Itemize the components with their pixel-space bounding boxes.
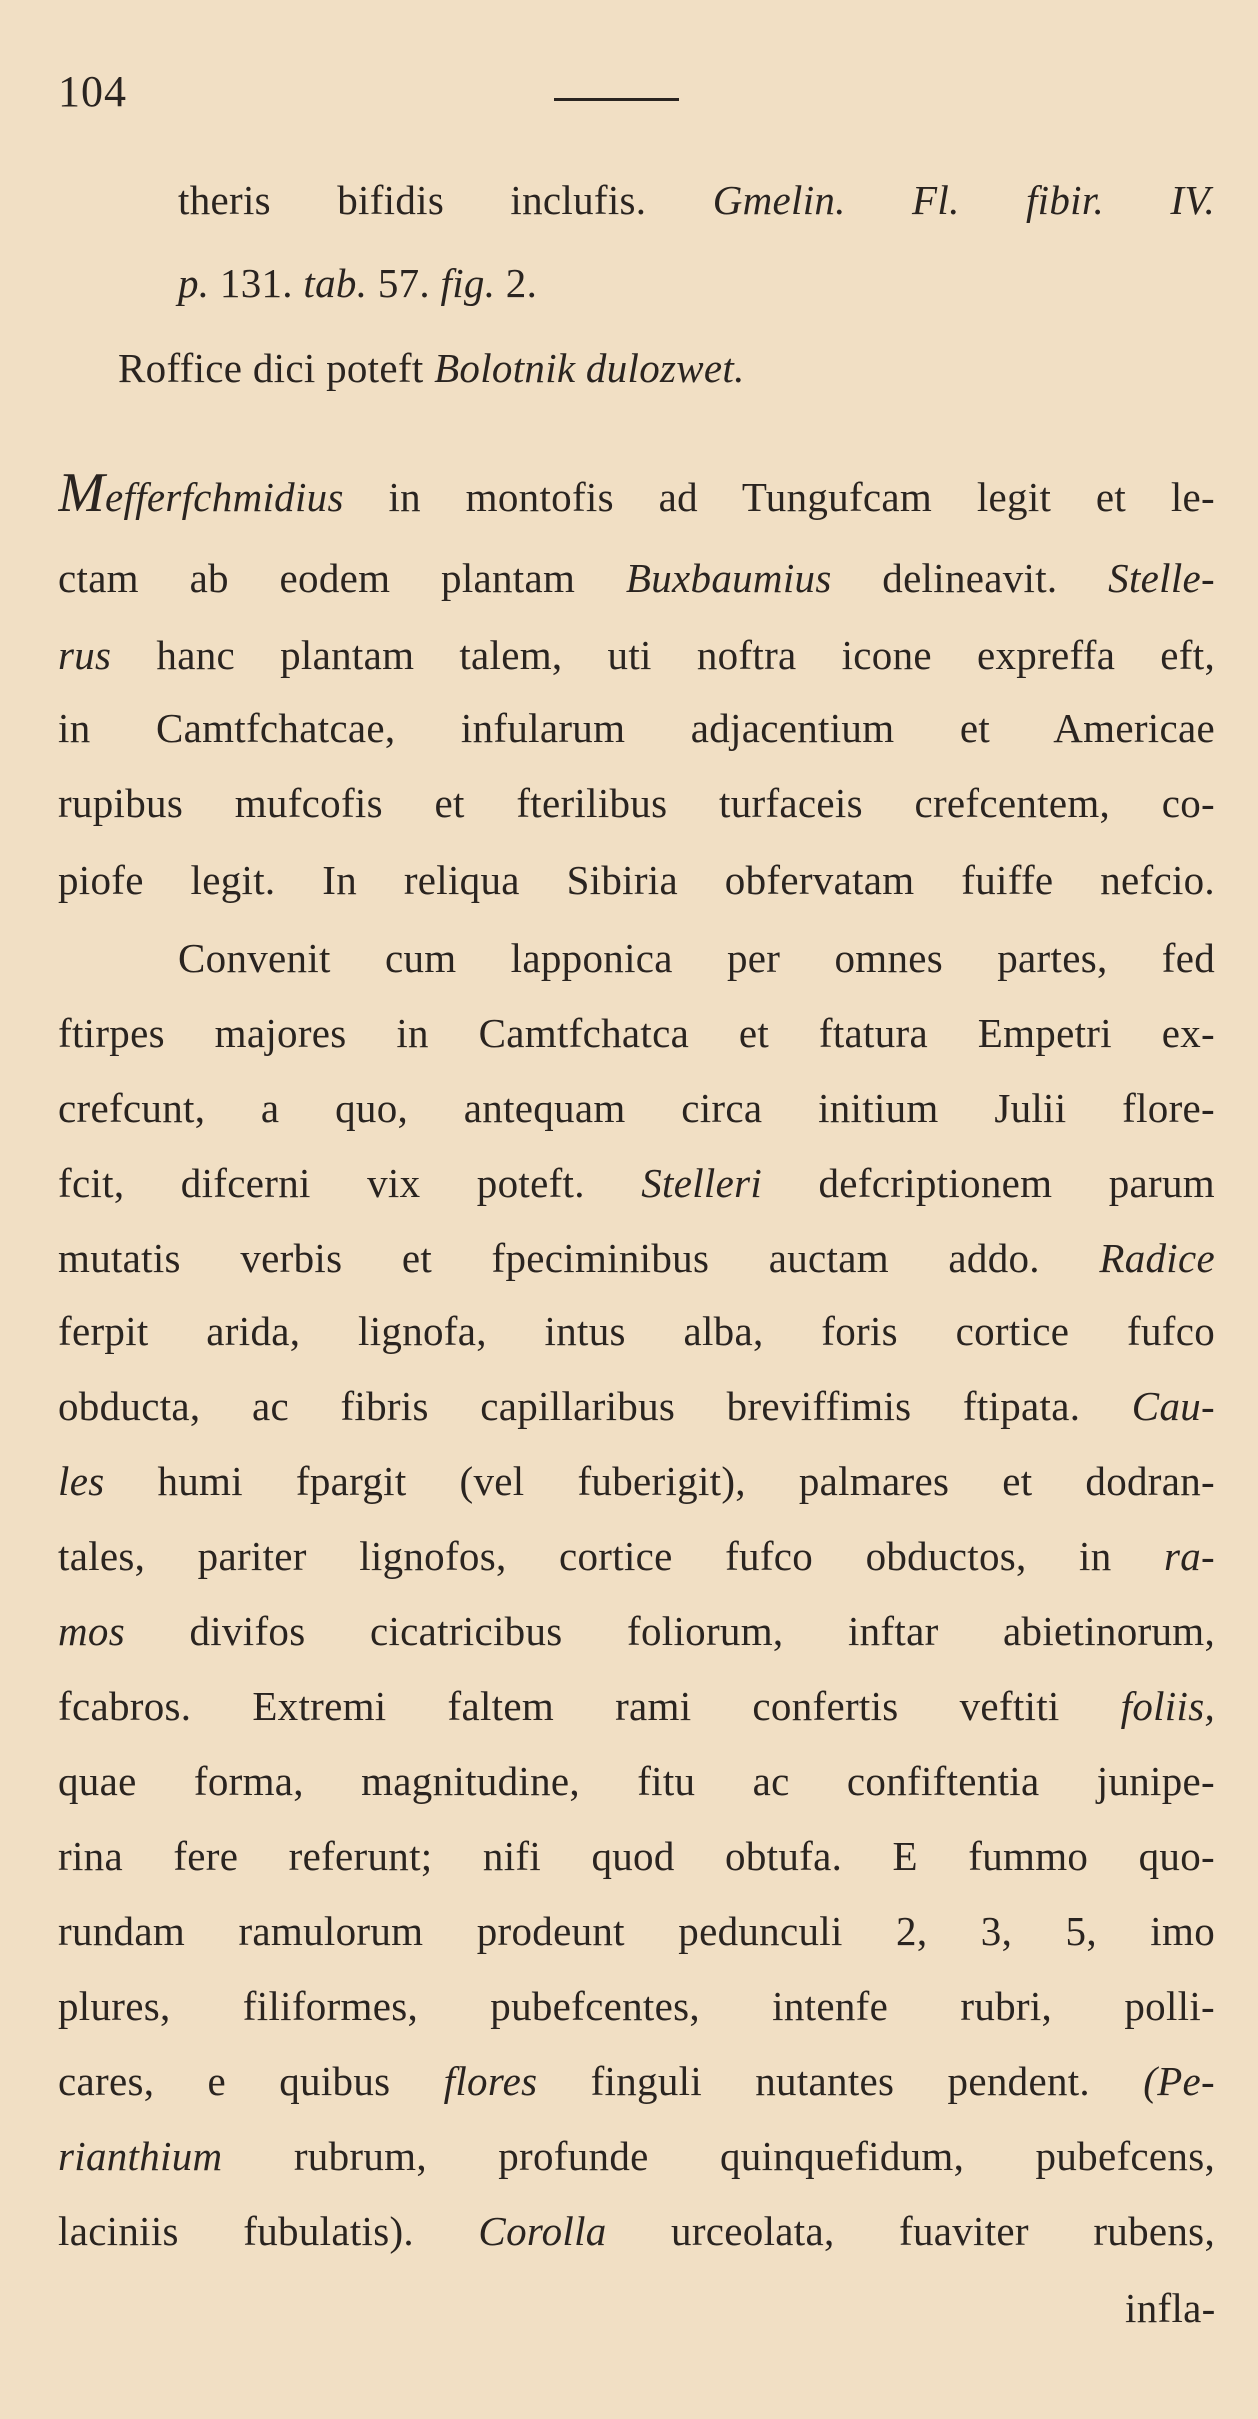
- italic-term: rianthium: [58, 2133, 223, 2179]
- text-segment: hanc plantam talem, uti noftra icone expreffa eft,: [111, 632, 1215, 678]
- text-line: [58, 775, 1215, 831]
- text-line: [58, 1155, 1215, 1211]
- text-segment: piofe legit. In reliqua Sibiria obfervatam fuiffe nefcio.: [58, 857, 1215, 903]
- text-line: [58, 2128, 1215, 2184]
- text-line: [58, 1453, 1215, 1509]
- text-line: [118, 340, 1000, 396]
- text-segment: mutatis verbis et fpeciminibus auctam addo.: [58, 1235, 1100, 1281]
- text-segment: delineavit.: [831, 555, 1109, 601]
- header-rule: [554, 98, 679, 101]
- text-line: [58, 1303, 1215, 1359]
- italic-term: Bolotnik dulozwet.: [434, 345, 745, 391]
- text-segment: in montofis ad Tungufcam legit et le-: [343, 474, 1215, 520]
- italic-term: fig.: [440, 260, 496, 306]
- page-number: 104: [58, 67, 127, 116]
- text-line: [58, 1978, 1215, 2034]
- text-line: [1125, 2280, 1215, 2336]
- text-line: [58, 852, 1215, 908]
- italic-term: Stelle-: [1108, 555, 1215, 601]
- text-line: [58, 1378, 1215, 1434]
- text-segment: plures, filiformes, pubefcentes, intenfe rubri, polli-: [58, 1983, 1215, 2029]
- text-segment: divifos cicatricibus foliorum, inftar abietinorum,: [124, 1608, 1215, 1654]
- italic-term: Buxbaumius: [625, 555, 832, 601]
- italic-term: Radice: [1099, 1235, 1215, 1281]
- text-line: [58, 700, 1215, 756]
- text-segment: rina fere referunt; nifi quod obtufa. E fummo quo-: [58, 1833, 1215, 1879]
- italic-term: foliis,: [1120, 1683, 1215, 1729]
- text-segment: infla-: [1125, 2285, 1216, 2331]
- text-segment: fcit, difcerni vix poteft.: [58, 1160, 642, 1206]
- text-line: [58, 550, 1215, 606]
- text-line: [58, 1753, 1215, 1809]
- text-segment: quae forma, magnitudine, fitu ac confiftentia junipe-: [58, 1758, 1215, 1804]
- text-line: [58, 2203, 1215, 2259]
- text-segment: ftirpes majores in Camtfchatca et ftatura Empetri ex-: [58, 1010, 1215, 1056]
- text-segment: 57.: [367, 260, 441, 306]
- text-segment: finguli nutantes pendent.: [537, 2058, 1144, 2104]
- italic-term: tab.: [303, 260, 368, 306]
- italic-term: les: [58, 1458, 105, 1504]
- text-segment: fcabros. Extremi faltem rami confertis veftiti: [58, 1683, 1121, 1729]
- text-segment: 2.: [495, 260, 538, 306]
- text-line: [58, 465, 1215, 521]
- text-segment: laciniis fubulatis).: [58, 2208, 479, 2254]
- italic-term: ra-: [1163, 1533, 1215, 1579]
- text-line: [58, 1678, 1215, 1734]
- italic-term: flores: [443, 2058, 538, 2104]
- text-segment: theris bifidis inclufis.: [178, 177, 713, 223]
- text-line: [58, 1603, 1215, 1659]
- text-segment: rubrum, profunde quinquefidum, pubefcens,: [222, 2133, 1215, 2179]
- italic-term: Corolla: [478, 2208, 607, 2254]
- text-segment: obducta, ac fibris capillaribus breviffimis ftipata.: [58, 1383, 1132, 1429]
- text-segment: rupibus mufcofis et fterilibus turfaceis crefcentem, co-: [58, 780, 1215, 826]
- text-segment: rundam ramulorum prodeunt pedunculi 2, 3, 5, imo: [58, 1908, 1215, 1954]
- text-line: [178, 255, 700, 311]
- text-segment: 131.: [209, 260, 304, 306]
- text-segment: ctam ab eodem plantam: [58, 555, 626, 601]
- text-segment: humi fpargit (vel fuberigit), palmares et dodran-: [104, 1458, 1215, 1504]
- text-line: [58, 1230, 1215, 1286]
- italic-term: rus: [58, 632, 112, 678]
- italic-term: Gmelin. Fl. fibir. IV.: [712, 177, 1215, 223]
- text-line: [58, 627, 1215, 683]
- text-line: [58, 1005, 1215, 1061]
- text-segment: ferpit arida, lignofa, intus alba, foris cortice fufco: [58, 1308, 1215, 1354]
- text-segment: tales, pariter lignofos, cortice fufco obductos, in: [58, 1533, 1164, 1579]
- italic-term: p.: [178, 260, 210, 306]
- text-line: [178, 172, 1215, 228]
- italic-term: efferfchmidius: [104, 474, 344, 520]
- text-line: [58, 1528, 1215, 1584]
- text-line: [178, 930, 1215, 986]
- text-line: [58, 1828, 1215, 1884]
- text-segment: defcriptionem parum: [762, 1160, 1215, 1206]
- initial-letter: M: [58, 465, 105, 521]
- italic-term: (Pe-: [1143, 2058, 1215, 2104]
- text-segment: crefcunt, a quo, antequam circa initium Julii flore-: [58, 1085, 1215, 1131]
- text-line: [58, 1080, 1215, 1136]
- text-segment: Roffice dici poteft: [118, 345, 435, 391]
- page-header: [58, 62, 678, 122]
- text-line: [58, 1903, 1215, 1959]
- text-segment: in Camtfchatcae, infularum adjacentium et Americae: [58, 705, 1215, 751]
- text-line: [58, 2053, 1215, 2109]
- italic-term: mos: [58, 1608, 125, 1654]
- text-segment: urceolata, fuaviter rubens,: [606, 2208, 1215, 2254]
- italic-term: Stelleri: [641, 1160, 763, 1206]
- text-segment: Convenit cum lapponica per omnes partes, fed: [178, 935, 1215, 981]
- text-segment: cares, e quibus: [58, 2058, 444, 2104]
- italic-term: Cau-: [1131, 1383, 1215, 1429]
